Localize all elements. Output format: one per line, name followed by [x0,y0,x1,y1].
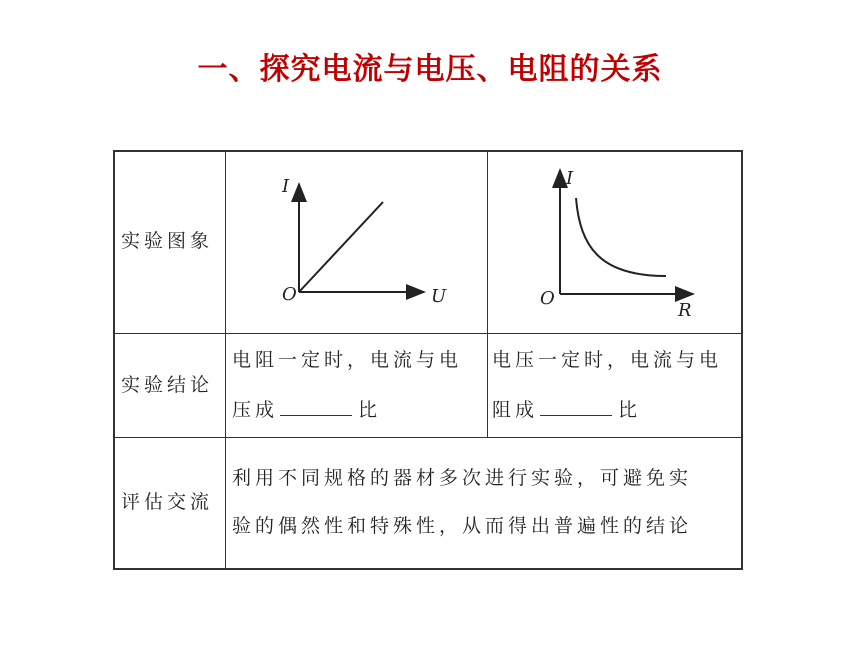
evaluation-line1: 利用不同规格的器材多次进行实验，可避免实 [232,467,693,489]
conclusion-left-suffix: 比 [358,399,382,421]
y-axis-label: I [282,176,290,197]
inverse-curve [576,198,666,276]
row-header-graph: 实验图象 [121,230,214,252]
x-axis-label: R [678,300,692,321]
answer-blank [540,399,612,416]
table-border-right [741,150,743,570]
page-title: 一、探究电流与电压、电阻的关系 [197,52,663,87]
evaluation-line2: 验的偶然性和特殊性，从而得出普遍性的结论 [232,515,693,537]
table-border-bottom [113,568,743,570]
conclusion-right-line1: 电压一定时，电流与电 [492,349,723,371]
row-header-conclusion: 实验结论 [121,374,214,396]
proportional-line [299,202,383,292]
conclusion-left-line2 [232,399,381,420]
graph-current-vs-voltage [226,152,486,332]
row-header-evaluation: 评估交流 [121,491,214,513]
conclusion-right-prefix: 阻成 [492,399,539,421]
table-border-left [113,150,115,570]
conclusion-left-line1: 电阻一定时，电流与电 [232,349,463,371]
x-axis-label: U [431,286,447,307]
conclusion-right-suffix: 比 [618,399,642,421]
origin-label: O [540,288,555,309]
graph-current-vs-resistance [488,152,740,332]
conclusion-right-line2 [492,399,641,420]
origin-label: O [282,284,297,305]
table-row-divider [113,437,743,438]
conclusion-left-prefix: 压成 [232,399,279,421]
table-row-divider [113,333,743,334]
answer-blank [280,399,352,416]
y-axis-label: I [566,168,574,189]
experiment-table [113,150,743,570]
